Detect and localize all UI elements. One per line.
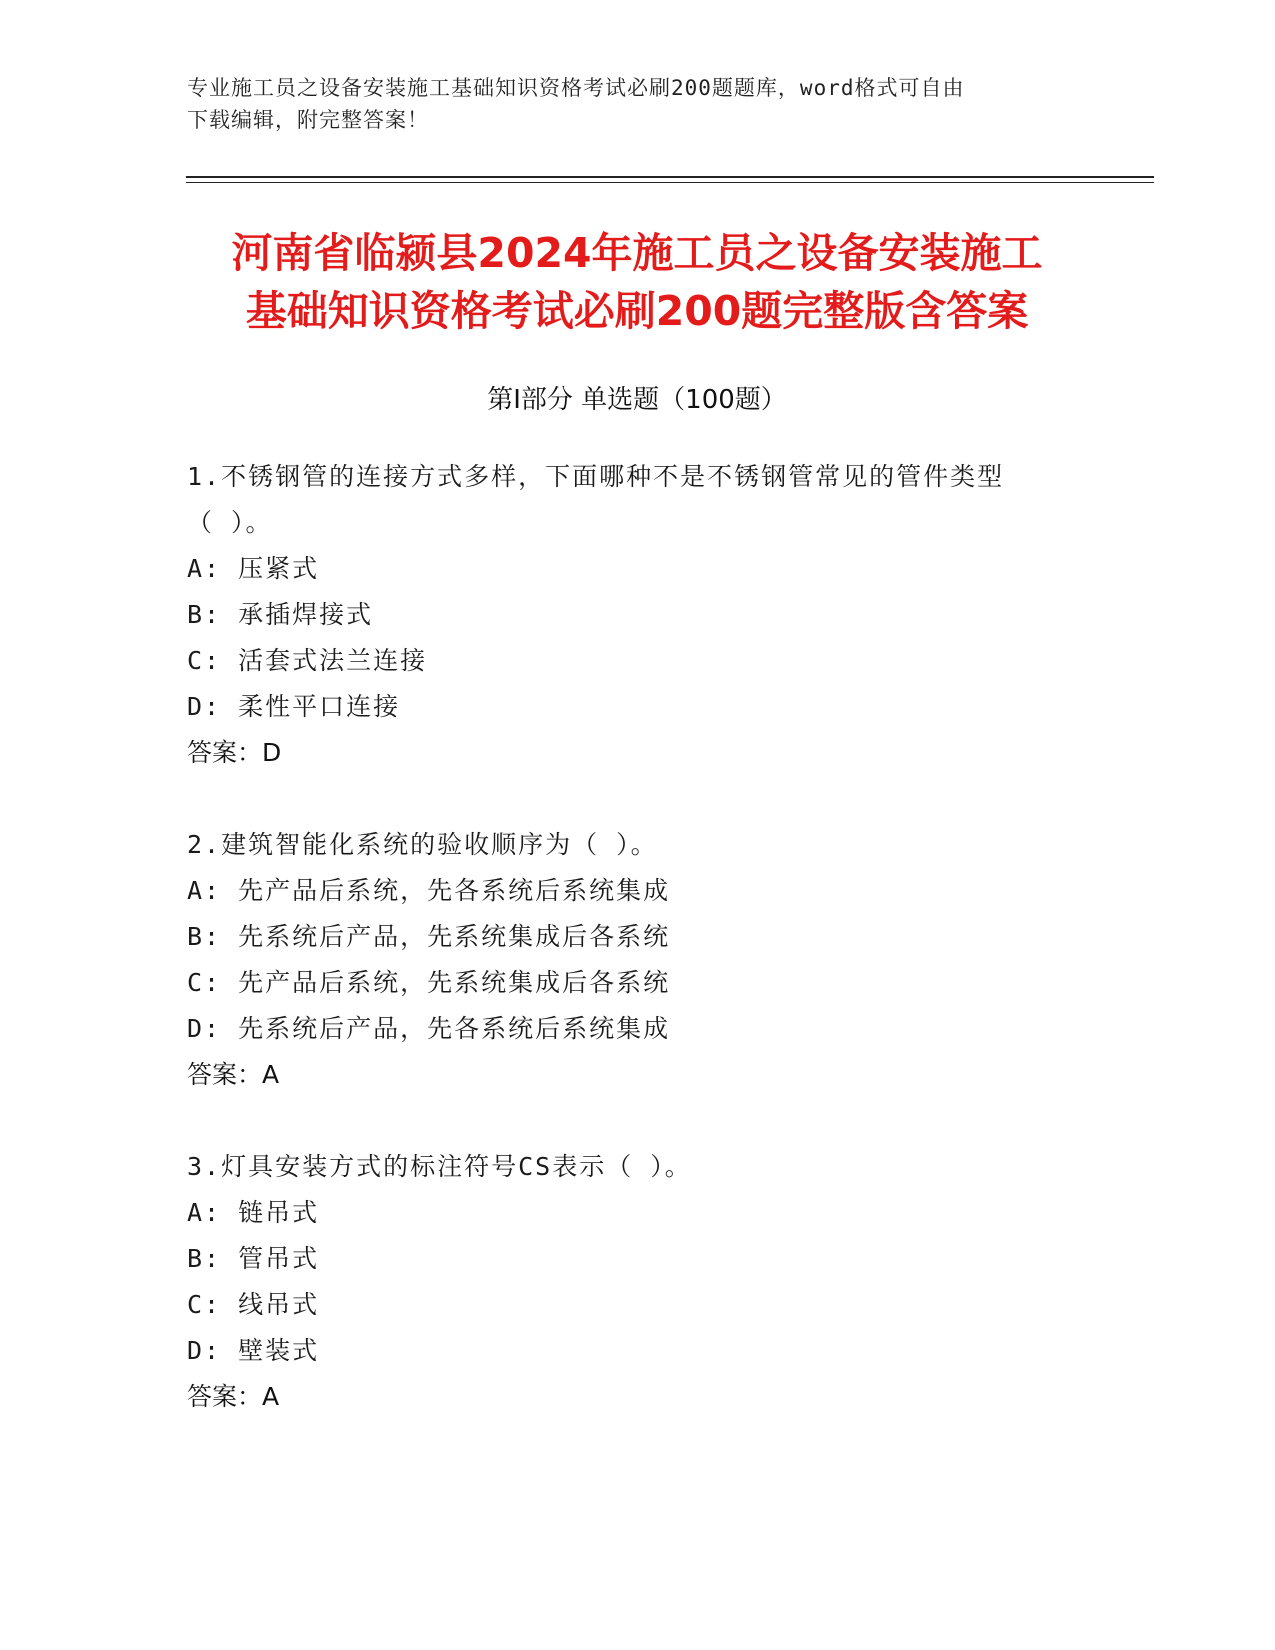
- answer: 答案：A: [187, 1382, 280, 1411]
- section-heading: 第Ⅰ部分 单选题（100题）: [487, 385, 787, 415]
- question-stem: 1.不锈钢管的连接方式多样，下面哪种不是不锈钢管常见的管件类型: [187, 462, 1005, 491]
- option-c: C: 活套式法兰连接: [187, 646, 428, 675]
- document-title-line-2: 基础知识资格考试必刷200题完整版含答案: [245, 287, 1029, 335]
- option-c: C: 先产品后系统，先系统集成后各系统: [187, 968, 671, 997]
- answer: 答案：D: [187, 738, 282, 767]
- header-note: [187, 72, 1087, 136]
- header-rule-thin: [186, 182, 1154, 183]
- question-stem: 2.建筑智能化系统的验收顺序为（ ）。: [187, 830, 658, 859]
- header-note-line-2: 下载编辑，附完整答案！: [187, 108, 429, 132]
- question-stem-continued: （ ）。: [187, 508, 273, 537]
- answer: 答案：A: [187, 1060, 280, 1089]
- option-b: B: 先系统后产品，先系统集成后各系统: [187, 922, 671, 951]
- header-rule-thick: [186, 176, 1154, 178]
- header-note-line-1: 专业施工员之设备安装施工基础知识资格考试必刷200题题库，word格式可自由: [187, 76, 965, 100]
- option-d: D: 壁装式: [187, 1336, 320, 1365]
- document-title-line-1: 河南省临颍县2024年施工员之设备安装施工: [231, 229, 1043, 277]
- option-a: A: 先产品后系统，先各系统后系统集成: [187, 876, 671, 905]
- question-2: [187, 822, 1087, 1098]
- option-b: B: 管吊式: [187, 1244, 320, 1273]
- option-a: A: 链吊式: [187, 1198, 320, 1227]
- question-3: [187, 1144, 1087, 1420]
- option-b: B: 承插焊接式: [187, 600, 374, 629]
- question-stem: 3.灯具安装方式的标注符号CS表示（ ）。: [187, 1152, 692, 1181]
- option-d: D: 柔性平口连接: [187, 692, 401, 721]
- question-1: [187, 454, 1087, 776]
- option-a: A: 压紧式: [187, 554, 320, 583]
- option-c: C: 线吊式: [187, 1290, 320, 1319]
- option-d: D: 先系统后产品，先各系统后系统集成: [187, 1014, 671, 1043]
- document-title: [137, 224, 1137, 340]
